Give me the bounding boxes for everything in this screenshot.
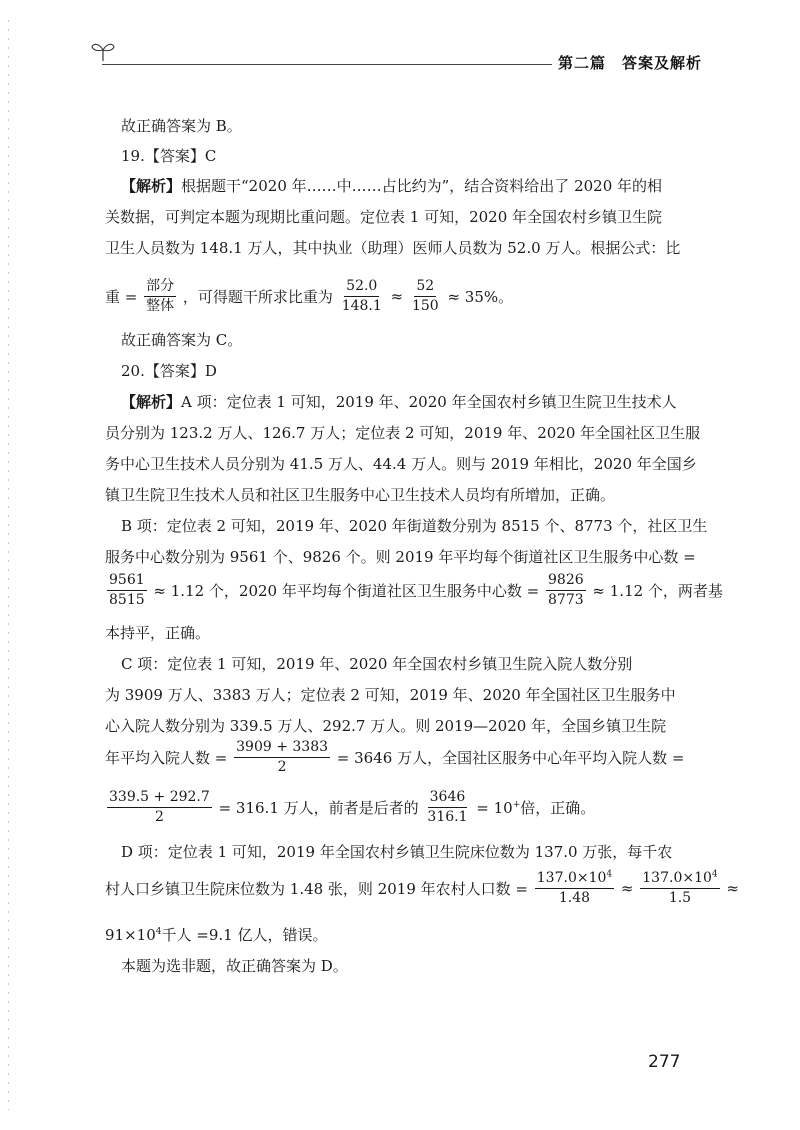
page-number: 277 xyxy=(648,1052,681,1072)
formula-text: 村人口乡镇卫生院床位数为 1.48 张，则 2019 年农村人口数 = xyxy=(105,880,528,898)
formula-text: ≈ xyxy=(726,879,739,898)
formula-text xyxy=(476,799,595,817)
fraction xyxy=(425,789,469,826)
analysis-label: 【解析】 xyxy=(121,393,182,411)
superscript: 4 xyxy=(606,869,613,880)
page-header xyxy=(90,40,702,80)
paragraph-line: 故正确答案为 B。 xyxy=(121,117,242,135)
fraction xyxy=(546,572,586,609)
paragraph-line: 关数据，可判定本题为现期比重问题。定位表 1 可知，2020 年全国农村乡镇卫生院 xyxy=(105,208,663,226)
superscript: 4 xyxy=(711,869,718,880)
paragraph-line: 卫生人员数为 148.1 万人，其中执业（助理）医师人员数为 52.0 万人。根据公式：比 xyxy=(105,239,681,257)
answer-heading-text: 19.【答案】C xyxy=(121,147,217,165)
superscript: 4 xyxy=(155,927,162,937)
formula-text: 年平均入院人数 = xyxy=(105,749,228,767)
text-span: 千人 =9.1 亿人，错误。 xyxy=(161,926,328,944)
analysis-label: 【解析】 xyxy=(121,177,182,195)
formula-text: ≈ xyxy=(390,287,404,306)
answer-heading-19 xyxy=(121,146,216,167)
header-rule xyxy=(102,64,552,65)
formula-text: ≈ xyxy=(620,879,634,898)
fraction xyxy=(410,278,441,315)
sprout-icon xyxy=(90,40,116,62)
paragraph-line xyxy=(121,176,662,197)
formula-line xyxy=(105,278,513,315)
fraction-numerator: 9826 xyxy=(546,572,586,591)
paragraph-line: 服务中心数分别为 9561 个、9826 个。则 2019 年平均每个街道社区卫生服务中心数 = xyxy=(105,548,696,566)
fraction-numerator: 52.0 xyxy=(344,278,379,297)
fraction-numerator: 部分 xyxy=(144,278,176,297)
paragraph-line: 故正确答案为 C。 xyxy=(121,331,243,349)
formula-line xyxy=(105,572,723,609)
paragraph-line: 镇卫生院卫生技术人员和社区卫生服务中心卫生技术人员均有所增加，正确。 xyxy=(105,486,616,504)
formula-text: ，可得题干所求比重为 xyxy=(182,288,333,306)
fraction-denominator: 148.1 xyxy=(341,298,382,314)
paragraph-line: 本持平，正确。 xyxy=(105,624,211,642)
answer-heading-text: 20.【答案】D xyxy=(121,362,217,380)
fraction xyxy=(234,739,330,776)
paragraph-line: 本题为选非题，故正确答案为 D。 xyxy=(121,957,348,975)
fraction-denominator: 整体 xyxy=(146,298,175,314)
fraction-denominator: 2 xyxy=(277,759,287,775)
fraction-numerator: 52 xyxy=(414,278,436,297)
text-span: A 项：定位表 1 可知，2019 年、2020 年全国农村乡镇卫生院卫生技术人 xyxy=(181,393,677,411)
fraction-numerator: 3646 xyxy=(428,789,468,808)
formula-text: ≈ 35%。 xyxy=(447,288,514,306)
fraction xyxy=(144,278,176,315)
section-title: 第二篇 答案及解析 xyxy=(557,54,702,72)
fraction-numerator: 3909 + 3383 xyxy=(234,739,330,758)
fraction xyxy=(107,572,147,609)
fraction-denominator: 8773 xyxy=(548,592,584,608)
paragraph-line: B 项：定位表 2 可知，2019 年、2020 年街道数分别为 8515 个、8773 个，社区卫生 xyxy=(121,517,708,535)
fraction xyxy=(340,278,384,315)
formula-text: = 316.1 万人，前者是后者的 xyxy=(218,799,419,817)
paragraph-line: 为 3909 万人、3383 万人；定位表 2 可知，2019 年、2020 年全国社区卫生服务中 xyxy=(105,686,676,704)
answer-heading-20 xyxy=(121,361,217,382)
paragraph-line: 心入院人数分别为 339.5 万人、292.7 万人。则 2019—2020 年，全国乡镇卫生院 xyxy=(105,717,667,735)
fraction-numerator: 339.5 + 292.7 xyxy=(107,789,212,808)
fraction-denominator: 1.48 xyxy=(558,890,591,906)
text-span: 91×10 xyxy=(105,926,156,944)
paragraph-line: C 项：定位表 1 可知，2019 年、2020 年全国农村乡镇卫生院入院人数分别 xyxy=(121,655,633,673)
fraction-denominator: 1.5 xyxy=(668,890,692,906)
fraction-denominator: 150 xyxy=(411,298,439,314)
fraction xyxy=(535,870,614,907)
fraction-numerator: 9561 xyxy=(107,572,147,591)
fraction-numerator xyxy=(640,870,719,889)
paragraph-line: 员分别为 123.2 万人、126.7 万人；定位表 2 可知，2019 年、2020 年全国社区卫生服 xyxy=(105,424,701,442)
formula-line xyxy=(105,870,739,907)
text-span: = 10 xyxy=(476,799,513,817)
formula-text: ≈ 1.12 个，两者基 xyxy=(592,582,723,600)
fraction-denominator: 8515 xyxy=(109,592,145,608)
text-span: 137.0×10 xyxy=(642,870,712,886)
formula-line xyxy=(105,789,595,826)
superscript: + xyxy=(512,800,521,810)
text-span: 根据题干“2020 年……中……占比约为”，结合资料给出了 2020 年的相 xyxy=(181,177,663,195)
margin-dotted-line xyxy=(8,20,9,1110)
fraction-numerator xyxy=(535,870,614,889)
formula-text: = 3646 万人，全国社区服务中心年平均入院人数 = xyxy=(336,749,685,767)
fraction-denominator: 316.1 xyxy=(427,809,468,825)
text-span: 倍，正确。 xyxy=(520,799,596,817)
paragraph-line xyxy=(105,925,327,946)
formula-text: ≈ 1.12 个，2020 年平均每个街道社区卫生服务中心数 = xyxy=(153,582,540,600)
paragraph-line: 务中心卫生技术人员分别为 41.5 万人、44.4 万人。则与 2019 年相比，2020 年全国乡 xyxy=(105,455,697,473)
paragraph-line: D 项：定位表 1 可知，2019 年全国农村乡镇卫生院床位数为 137.0 万张，每千农 xyxy=(121,843,673,861)
fraction xyxy=(640,870,719,907)
fraction-denominator: 2 xyxy=(154,809,164,825)
text-span: 137.0×10 xyxy=(536,870,607,886)
fraction xyxy=(107,789,212,826)
paragraph-line xyxy=(121,392,677,413)
formula-line xyxy=(105,739,684,776)
formula-text: 重 = xyxy=(105,288,138,306)
